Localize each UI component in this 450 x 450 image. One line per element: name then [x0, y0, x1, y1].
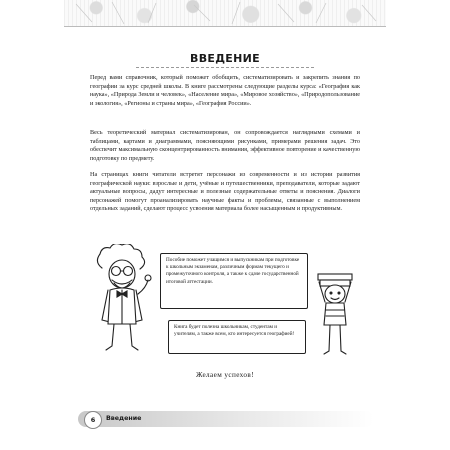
bubble-text: Пособие поможет учащимся и выпускникам при подготовке к школьным экзаменам, различным формам текущего и промежуточного контроля, а также к сдаче государственной итоговой аттестации. — [166, 257, 300, 285]
footer-section-title: Введение — [106, 415, 142, 422]
schoolboy-with-books-illustration — [310, 272, 362, 358]
top-banner-decoration — [64, 0, 386, 27]
speech-bubble-students — [160, 253, 308, 309]
bubble-text: Книга будет полезна школьникам, студентам и учителям, а также всем, кто интересуется географией! — [174, 324, 295, 338]
professor-illustration — [88, 244, 156, 356]
title-divider — [136, 67, 314, 68]
materials-paragraph: Весь теоретический материал систематизирован, он сопровождается наглядными схемами и таблицами, картами и диаграммами, поясняющими рисунками, примерами решения задач. Это обеспечит максимальную сконцентрированность внимания, эффективное повторение и качественную подготовку по предмету. — [90, 129, 360, 162]
speed-lines-decoration — [64, 0, 386, 26]
page-title: ВВЕДЕНИЕ — [190, 52, 260, 65]
speech-bubble-audience — [168, 320, 306, 354]
intro-paragraph: Перед вами справочник, который поможет обобщить, систематизировать и закрепить знания по географии за курс средней школы. В книге рассмотрены следующие разделы курса: «География как наука», «Природа Земли и человек», «Население мира», «Мировое хозяйство», «Природопользование и экология», «Регионы и страны мира», «География России». — [90, 74, 360, 107]
page-number: 6 — [84, 411, 102, 429]
closing-wish: Желаем успехов! — [195, 371, 254, 379]
characters-paragraph: На страницах книги читатели встретят персонажи из современности и из истории развития географической науки: взрослые и дети, учёные и путешественники, преподаватели, которые задают актуальные вопросы, дадут интересные и полезные содержательные ответы и пояснения. Диалоги персонажей помогут проанализировать научные факты и проблемы, связанные с выполнением отдельных заданий, сделают процесс усвоения материала более насыщенным и продуктивным. — [90, 171, 360, 213]
